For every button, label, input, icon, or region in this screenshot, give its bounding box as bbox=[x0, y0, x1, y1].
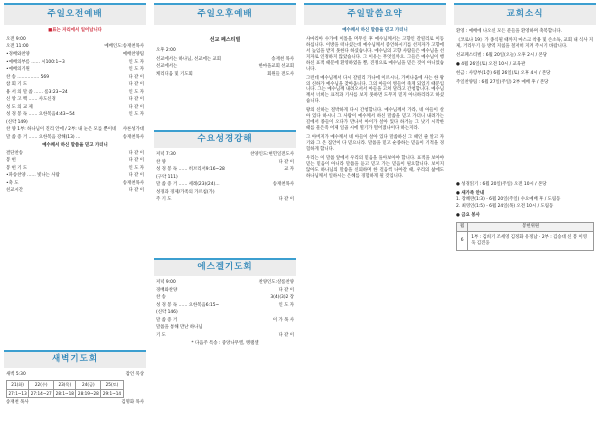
order-item: 경배와찬양 bbox=[156, 287, 178, 293]
sermon-summary-column bbox=[300, 0, 450, 183]
usher-names: 1부 : 김희기 조세영 김정화 유정남 · 2부 : 김승대 신 봉 이영욱 김진웅 bbox=[468, 232, 594, 251]
calendar-day: 24(금) bbox=[76, 380, 101, 389]
order-item: 말 씀 증 거 …… 요한복음 강해(13) … bbox=[6, 134, 81, 140]
order-item: 찬 송 …………… 569 bbox=[6, 74, 50, 80]
friday-header: 에스겔기도회 bbox=[154, 258, 296, 276]
friday-row bbox=[150, 280, 300, 286]
wednesday-header: 수요성경강해 bbox=[154, 130, 296, 148]
order-item: 찬 양 1부: 하나님이 진리 안에 / 2부: 내 눈은 모를 뿐이네 bbox=[6, 127, 117, 133]
new-family-item: 1. 장혜란(1:3) - 6월 20일(주일) 수요예배 후 / 도림동 bbox=[456, 197, 561, 203]
order-item: 참 회 기 도 bbox=[6, 82, 28, 88]
worship-order-row bbox=[0, 158, 150, 164]
news-item: ● 4월 26일(토) 오전 10시 / 교육관 bbox=[456, 61, 526, 67]
church-news-column bbox=[450, 0, 600, 251]
morning-service-header: 주일오전예배 bbox=[4, 3, 146, 25]
worship-order-row bbox=[0, 112, 150, 118]
order-leader: 송재천 목사 bbox=[271, 56, 294, 62]
order-leader: 샤론성가대 bbox=[122, 127, 144, 133]
order-leader: 인 도 자 bbox=[128, 59, 144, 65]
order-item: 용 서 의 말 씀 …… 롬3:23~24 bbox=[6, 89, 68, 95]
order-leader: 다 같 이 bbox=[128, 74, 144, 80]
new-family-title: ● 새가족 안내 bbox=[456, 190, 485, 196]
worship-order-row bbox=[0, 60, 150, 66]
friday-row bbox=[150, 333, 300, 339]
order-item: •축 도 bbox=[6, 180, 19, 186]
usher-month: 6 bbox=[457, 232, 468, 251]
order-item: (신약 146) bbox=[156, 310, 178, 316]
worship-order-row bbox=[0, 166, 150, 172]
order-item: 오전 11:00 bbox=[6, 44, 29, 50]
order-item: 성 경 봉 독 …… 히브리서9:16~28 bbox=[156, 167, 225, 173]
order-leader: 회원들 전도사 bbox=[267, 71, 294, 77]
order-leader: 교 자 bbox=[284, 167, 294, 173]
order-leader: 다 같 이 bbox=[128, 173, 144, 179]
worship-order-row bbox=[0, 67, 150, 73]
order-item: 봉 헌 기 도 bbox=[6, 165, 28, 171]
order-leader: 다 같 이 bbox=[128, 104, 144, 110]
friday-row bbox=[150, 288, 300, 294]
calendar-day: 22(수) bbox=[29, 380, 54, 389]
order-leader: 송재천목사 bbox=[272, 182, 294, 188]
order-leader: 3(4)(3)2 장 bbox=[270, 295, 294, 301]
worship-order-row bbox=[0, 105, 150, 111]
order-item: •예배의부름 …… 시100:1~3 bbox=[6, 59, 65, 65]
worship-order-row bbox=[0, 173, 150, 179]
festival-row bbox=[150, 72, 300, 78]
news-item: 선교페스티벌 : 6월 20일(오늘) 오후 2시 / 본당 bbox=[456, 52, 547, 58]
calendar-passage: 27:1~13 bbox=[7, 389, 29, 398]
order-leader: 인 도 자 bbox=[128, 89, 144, 95]
order-leader: 예배찬양팀 bbox=[122, 52, 144, 57]
order-leader: 다 같 이 bbox=[278, 197, 294, 203]
cal-foot-right: 김명화 목사 bbox=[121, 400, 144, 406]
calendar-day: 25(토) bbox=[101, 380, 123, 389]
order-item: 결단찬송 bbox=[6, 150, 23, 156]
morning-service-column bbox=[0, 0, 150, 406]
order-item: 주 기 도 bbox=[156, 197, 172, 203]
friday-row bbox=[150, 318, 300, 324]
order-item: 찬 송 bbox=[156, 295, 166, 301]
cal-foot-left: 송재천 목사 bbox=[6, 400, 29, 406]
news-item: 《코로나 19》가 종식될 때까지 마스크 착용 및 손소독, 교회 내 식사 지제, 거리두기 등 방역 지침을 철저히 지켜 주시기 바랍니다. bbox=[456, 37, 594, 49]
order-item: 저녁 9:00 bbox=[156, 280, 176, 285]
order-item: 선교에서는 bbox=[156, 64, 178, 70]
friday-row bbox=[150, 325, 300, 331]
dawn-time: 새벽 5:30 bbox=[6, 372, 26, 377]
order-item: 케리디움 및 기도회 bbox=[156, 71, 193, 77]
worship-order-row bbox=[0, 37, 150, 43]
order-item: 성경과 경제/가족의 가르침(가) bbox=[156, 189, 215, 195]
wednesday-row bbox=[150, 160, 300, 166]
worship-order-row bbox=[0, 44, 150, 50]
wednesday-row bbox=[150, 197, 300, 203]
order-item: (구약 111) bbox=[156, 174, 178, 180]
news-item: 헌금 : 사랑부(1층) 6월 26일(토) 오후 4시 / 본당 bbox=[456, 70, 551, 76]
afternoon-service-column bbox=[150, 0, 300, 346]
order-item: 말 씀 증 거 bbox=[156, 317, 178, 323]
friday-service-title: ● 금요 봉사 bbox=[456, 213, 480, 219]
summary-paragraph: 왕의 신하는 절박하게 다시 간청합니다. 예수님께서 가라, 네 아들이 살아 있다 하시니 그 사람이 예수께서 하신 말씀을 믿고 가더니 내려가는 길에서 종들이 오다가 만나서 아이가 살아 있다 하거늘 그 낫기 시작한 때를 물은즉 어제 일곱 시에 열기가 떨어졌나이다 하는지라. bbox=[306, 108, 444, 132]
order-leader: 다 같 이 bbox=[128, 82, 144, 88]
sermon-title: 예수께서 하신 말씀을 믿고 가더니 bbox=[42, 142, 108, 148]
friday-row bbox=[150, 295, 300, 301]
church-news-header: 교회소식 bbox=[454, 3, 596, 25]
order-leader: 다 같 이 bbox=[128, 188, 144, 194]
worship-order-row bbox=[0, 135, 150, 141]
dawn-prayer-header: 새벽기도회 bbox=[4, 350, 146, 368]
order-leader: 인 도 자 bbox=[128, 165, 144, 171]
worship-order-row bbox=[0, 82, 150, 88]
wednesday-row bbox=[150, 175, 300, 181]
order-leader: 송재천목사 bbox=[122, 134, 144, 140]
usher-table bbox=[456, 222, 594, 251]
worship-order-row bbox=[0, 52, 150, 58]
order-item: 말 씀 증 거 …… 세례(23)(24)… bbox=[156, 182, 220, 188]
order-leader: 다 같 이 bbox=[278, 287, 294, 293]
calendar-passage: 28:19~28 bbox=[76, 389, 101, 398]
festival-row bbox=[150, 57, 300, 63]
usher-table-header: 봉헌위원 bbox=[468, 223, 594, 232]
stand-notice: ■표는 자리에서 일어납니다 bbox=[48, 28, 102, 33]
calendar-day: 23(목) bbox=[54, 380, 76, 389]
order-leader: 인 도 자 bbox=[128, 112, 144, 118]
order-item: 성 도 의 교 제 bbox=[6, 104, 33, 110]
dawn-calendar bbox=[6, 380, 124, 398]
order-leader: 이 가 목 사 bbox=[272, 317, 294, 323]
order-item: 신 앙 고 백 …… 사도신경 bbox=[6, 97, 56, 103]
order-leader: 예배인도:송재천목사 bbox=[104, 44, 144, 50]
summary-headline: 예수께서 하신 말씀을 믿고 가더니 bbox=[342, 28, 408, 33]
summary-paragraph: 사마리아 수가에 이틀을 머무신 후 예수님께서는 고향인 갈릴리로 이동하십니다. 이방을 떠나셨는데 예수님께서 증언하시기를 선지자가 고향에서 높임을 받지 못한다 하셨습니다. 예수님의 고향 사람들은 예수님을 선지자로 인정하지 않았습니다. 그 이유는 무엇일까요. 그들은 예수님이 행하신 표적 때문에 환영하였을 뿐, 진정으로 예수님을 믿은 것이 아니었습니다. bbox=[306, 36, 444, 72]
news-item: 주일찬양팀 : 6월 27일(주일) 2부 예배 후 / 본당 bbox=[456, 79, 549, 85]
festival-row bbox=[150, 64, 300, 70]
dawn-text: 잠언 묵상 bbox=[125, 372, 144, 377]
order-leader: 다 같 이 bbox=[128, 97, 144, 103]
usher-table-header: 월 bbox=[457, 223, 468, 232]
order-leader: 인 도 자 bbox=[128, 67, 144, 73]
order-item: (신약 149) bbox=[6, 119, 28, 125]
calendar-day: 21(화) bbox=[7, 380, 29, 389]
worship-order-row bbox=[0, 181, 150, 187]
wednesday-row bbox=[150, 152, 300, 158]
order-item: 말씀을 통해 만난 하나님 bbox=[156, 325, 203, 331]
order-leader: 찬양인도:샬롬찬양 bbox=[258, 280, 294, 285]
friday-row bbox=[150, 303, 300, 309]
order-item: •예배의기원 bbox=[6, 67, 30, 73]
worship-order-row bbox=[0, 120, 150, 126]
summary-paragraph: 그런데 예수님께서 다시 갈릴리 가나에 이르시니, 가버나움에 사는 한 왕의 신하가 예수님을 찾아옵니다. 그의 아들이 병들어 죽게 되었기 때문입니다. 그는 예수님께 내려오셔서 아들을 고쳐 달라고 간청합니다. 예수님께서 너희는 표적과 기사를 보지 못하면 도무지 믿지 아니하리라고 하셨습니다. bbox=[306, 75, 444, 105]
order-item: 친교시간 bbox=[6, 188, 23, 194]
order-leader: 다 같 이 bbox=[128, 150, 144, 156]
worship-order-row bbox=[0, 97, 150, 103]
usher-row bbox=[457, 232, 594, 251]
summary-paragraph: 우리는 이 말씀 앞에서 우리의 믿음을 돌아보아야 합니다. 표적을 보아야 믿는 믿음이 아니라 말씀을 듣고 믿고 가는 믿음이 필요합니다. 보이지 않아도 하나님의 말씀을 신뢰하며 한 걸음씩 나아갈 때, 우리의 삶에도 하나님께서 일하시는 은혜를 경험하게 될 것입니다. bbox=[306, 155, 444, 179]
order-item: •경배와찬양 bbox=[6, 52, 30, 57]
summary-paragraph: 그 아버지가 예수께서 네 아들이 살아 있다 말씀하신 그 때인 줄 알고 자기와 그 온 집안이 다 믿으니라. 말씀을 믿고 순종하는 믿음이 기적을 경험하게 합니다. bbox=[306, 135, 444, 152]
wednesday-row bbox=[150, 190, 300, 196]
order-item: •파송찬양 …… 빛나는 사람 bbox=[6, 173, 60, 179]
afternoon-service-header: 주일오후예배 bbox=[154, 3, 296, 25]
calendar-passage: 27:14~27 bbox=[29, 389, 54, 398]
order-item: 성 경 봉 독 …… 요한복음6:15~ bbox=[156, 302, 220, 308]
order-item: 찬 양 bbox=[156, 159, 166, 165]
friday-row bbox=[150, 310, 300, 316]
order-leader: 송재천목사 bbox=[122, 180, 144, 186]
worship-order-row bbox=[0, 75, 150, 81]
order-leader: 다 같 이 bbox=[278, 159, 294, 165]
order-item: 저녁 7:30 bbox=[156, 152, 176, 157]
calendar-passage: 28:1~18 bbox=[54, 389, 76, 398]
sermon-summary-header: 주일말씀요약 bbox=[304, 3, 446, 25]
mission-festival: 선교 페스티벌 bbox=[209, 37, 241, 43]
wednesday-row bbox=[150, 182, 300, 188]
wednesday-row bbox=[150, 167, 300, 173]
worship-order-row bbox=[0, 151, 150, 157]
calendar-passage: 29:1~14 bbox=[101, 389, 123, 398]
news-item: 환영 : 예배에 나오신 모든 분들을 환영하며 축복합니다. bbox=[456, 29, 562, 34]
order-item: 선교에서는 하나님, 선교에는 교회 bbox=[156, 56, 221, 62]
order-item: 기 도 bbox=[156, 332, 166, 338]
bible-reading: ● 성경읽기 : 6월 20일(주일) 오전 10시 / 본당 bbox=[456, 181, 547, 187]
friday-note: * 다음주 특송 : 중앙나무엘, 앵램셸 bbox=[191, 340, 259, 346]
worship-order-row bbox=[0, 90, 150, 96]
new-family-item: 2. 최영인(1:5) - 6월 24일(목) 오전 10시 / 도림동 bbox=[456, 204, 554, 210]
worship-order-row bbox=[0, 127, 150, 133]
afternoon-time: 오후 2:00 bbox=[156, 47, 176, 53]
order-leader: 다 같 이 bbox=[128, 158, 144, 164]
order-item: 성 경 봉 독 …… 요한복음4:43~54 bbox=[6, 112, 75, 118]
order-leader: 찬양인도:현민일전도사 bbox=[250, 152, 294, 157]
order-item: 봉 헌 bbox=[6, 158, 16, 164]
order-item: 오전 9:00 bbox=[6, 36, 26, 42]
order-leader: 인 도 자 bbox=[278, 302, 294, 308]
order-leader: 한마을교회 선교회 bbox=[258, 64, 294, 70]
order-leader: 다 같 이 bbox=[278, 332, 294, 338]
worship-order-row bbox=[0, 188, 150, 194]
